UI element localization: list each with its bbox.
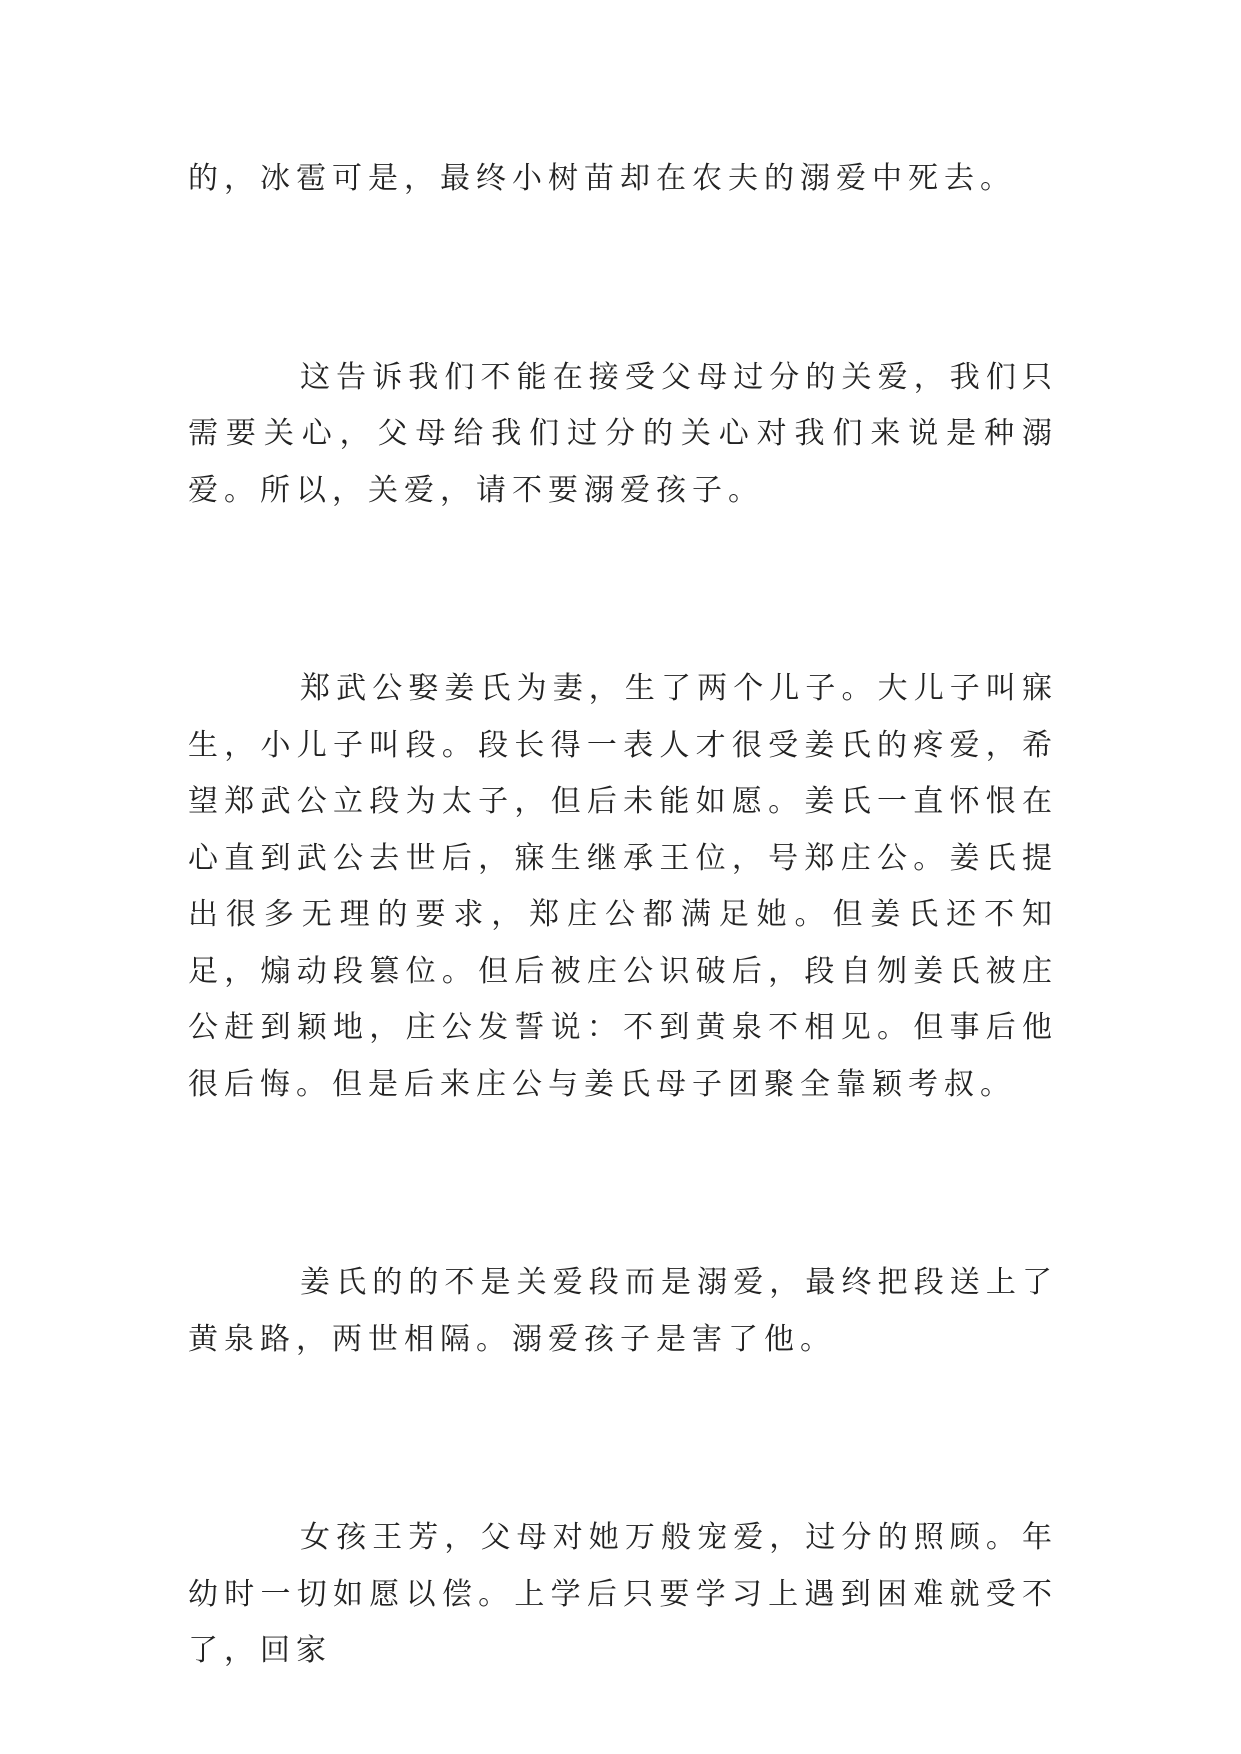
paragraph-gap <box>188 1368 1058 1510</box>
paragraph-4: 姜氏的的不是关爱段而是溺爱，最终把段送上了黄泉路，两世相隔。溺爱孩子是害了他。 <box>188 1265 1058 1357</box>
paragraph-3: 郑武公娶姜氏为妻，生了两个儿子。大儿子叫寐生，小儿子叫段。段长得一表人才很受姜氏的疼爱，希望郑武公立段为太子，但后未能如愿。姜氏一直怀恨在心直到武公去世后，寐生继承王位，号郑庄公。姜氏提出很多无理的要求，郑庄公都满足她。但姜氏还不知足，煽动段篡位。但后被庄公识破后，段自刎姜氏被庄公赶到颖地，庄公发誓说：不到黄泉不相见。但事后他很后悔。但是后来庄公与姜氏母子团聚全靠颖考叔。 <box>188 671 1058 1102</box>
paragraph-gap <box>188 208 1058 350</box>
paragraph-gap <box>188 519 1058 661</box>
document-body <box>188 151 1058 1680</box>
paragraph-gap <box>188 1113 1058 1255</box>
paragraph-2: 这告诉我们不能在接受父母过分的关爱，我们只需要关心，父母给我们过分的关心对我们来说是种溺爱。所以，关爱，请不要溺爱孩子。 <box>188 359 1058 508</box>
paragraph-1: 的，冰雹可是，最终小树苗却在农夫的溺爱中死去。 <box>188 161 1016 196</box>
paragraph-5: 女孩王芳，父母对她万般宠爱，过分的照顾。年幼时一切如愿以偿。上学后只要学习上遇到困难就受不了，回家 <box>188 1520 1058 1668</box>
